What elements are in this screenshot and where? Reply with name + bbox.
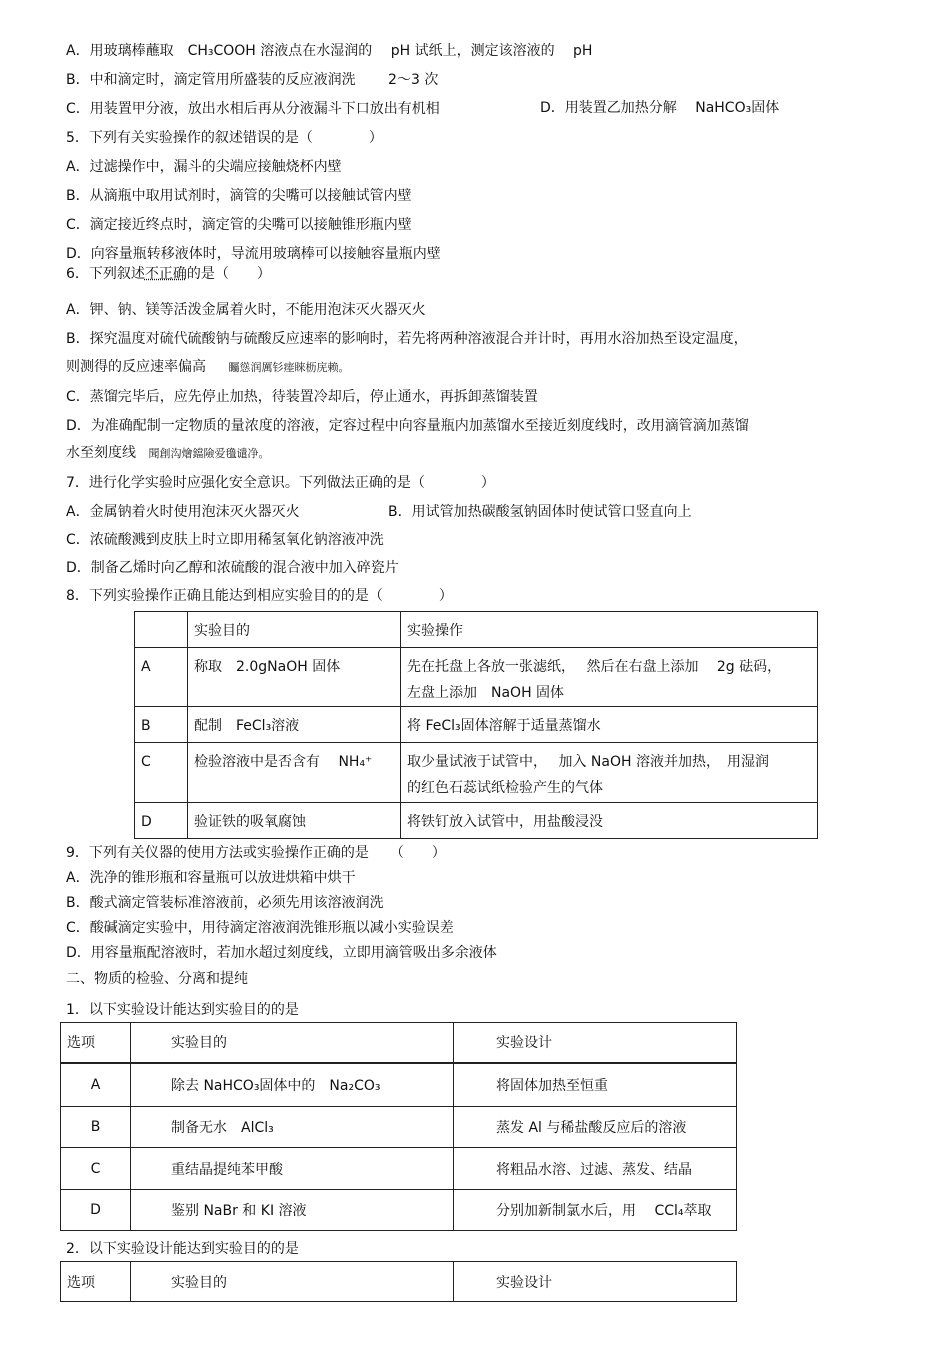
q6-option-b-line1: B．探究温度对硫代硫酸钠与硫酸反应速率的影响时，若先将两种溶液混合并计时，再用水浴加热至设定温度， bbox=[66, 331, 748, 347]
row-key: C bbox=[135, 743, 188, 803]
row-key: D bbox=[61, 1190, 131, 1231]
table-header-row bbox=[61, 1023, 737, 1063]
row-goal: 制备无水 AlCl₃ bbox=[131, 1107, 454, 1148]
q6-stem bbox=[66, 265, 271, 283]
table-row bbox=[135, 743, 818, 803]
row-operation bbox=[401, 743, 818, 803]
row-key: A bbox=[135, 648, 188, 707]
q6-option-b-noise: 矚慫润厲钐瘗睞枥庑赖。 bbox=[228, 361, 350, 374]
row-operation bbox=[401, 648, 818, 707]
q7-option-c: C．浓硫酸溅到皮肤上时立即用稀氢氧化钠溶液冲洗 bbox=[66, 532, 384, 548]
q8-table bbox=[134, 611, 818, 839]
q4-option-b: B．中和滴定时，滴定管用所盛装的反应液润洗 2～3 次 bbox=[66, 72, 439, 88]
table-row bbox=[135, 707, 818, 743]
table-header-cell: 实验操作 bbox=[401, 612, 818, 648]
q6-option-d-text: 水至刻度线 bbox=[66, 445, 136, 461]
q6-option-a: A．钾、钠、镁等活泼金属着火时，不能用泡沫灭火器灭火 bbox=[66, 302, 426, 318]
q6-stem-emphasis: 不正确 bbox=[144, 266, 187, 282]
q5-stem: 5．下列有关实验操作的叙述错误的是（ ） bbox=[66, 130, 383, 146]
table-header-cell: 实验目的 bbox=[131, 1023, 454, 1063]
operation-line: 先在托盘上各放一张滤纸， 然后在右盘上添加 2g 砝码， bbox=[407, 659, 782, 675]
row-goal: 除去 NaHCO₃固体中的 Na₂CO₃ bbox=[131, 1063, 454, 1107]
q4-option-d: D．用装置乙加热分解 NaHCO₃固体 bbox=[540, 100, 780, 116]
table-row bbox=[61, 1148, 737, 1190]
q9-option-c: C．酸碱滴定实验中，用待滴定溶液润洗锥形瓶以减小实验误差 bbox=[66, 920, 454, 936]
table-header-row bbox=[135, 612, 818, 648]
q7-option-a: A．金属钠着火时使用泡沫灭火器灭火 bbox=[66, 504, 300, 520]
q6-option-c: C．蒸馏完毕后，应先停止加热，待装置冷却后，停止通水，再拆卸蒸馏装置 bbox=[66, 389, 538, 405]
q9-stem: 9．下列有关仪器的使用方法或实验操作正确的是 （ ） bbox=[66, 845, 446, 861]
row-design: 将粗品水溶、过滤、蒸发、结晶 bbox=[454, 1148, 737, 1190]
q6-option-b-line2 bbox=[66, 358, 349, 377]
row-design: 蒸发 Al 与稀盐酸反应后的溶液 bbox=[454, 1107, 737, 1148]
table-header-row bbox=[61, 1262, 737, 1302]
table-header-cell: 实验设计 bbox=[454, 1262, 737, 1302]
table-header-cell: 选项 bbox=[61, 1023, 131, 1063]
q6-option-d-line1: D．为准确配制一定物质的量浓度的溶液，定容过程中向容量瓶内加蒸馏水至接近刻度线时，改用滴管滴加蒸馏 bbox=[66, 418, 749, 434]
table-header-cell: 实验目的 bbox=[188, 612, 401, 648]
table-header-cell: 实验目的 bbox=[131, 1262, 454, 1302]
q7-option-d: D．制备乙烯时向乙醇和浓硫酸的混合液中加入碎瓷片 bbox=[66, 560, 399, 576]
row-key: C bbox=[61, 1148, 131, 1190]
q5-option-b: B．从滴瓶中取用试剂时，滴管的尖嘴可以接触试管内壁 bbox=[66, 188, 412, 204]
q9-option-d: D．用容量瓶配溶液时，若加水超过刻度线，立即用滴管吸出多余液体 bbox=[66, 945, 497, 961]
q5-option-d: D．向容量瓶转移液体时，导流用玻璃棒可以接触容量瓶内壁 bbox=[66, 246, 441, 262]
table-row bbox=[61, 1063, 737, 1107]
section-heading: 二、物质的检验、分离和提纯 bbox=[66, 971, 248, 987]
row-key: A bbox=[61, 1063, 131, 1107]
q7-option-b: B．用试管加热碳酸氢钠固体时使试管口竖直向上 bbox=[388, 504, 692, 520]
s1-stem: 1．以下实验设计能达到实验目的的是 bbox=[66, 1002, 299, 1018]
q8-stem: 8．下列实验操作正确且能达到相应实验目的的是（ ） bbox=[66, 588, 453, 604]
table-header-cell: 实验设计 bbox=[454, 1023, 737, 1063]
row-key: B bbox=[135, 707, 188, 743]
operation-line: 左盘上添加 NaOH 固体 bbox=[407, 685, 565, 701]
q7-stem: 7．进行化学实验时应强化安全意识。下列做法正确的是（ ） bbox=[66, 475, 495, 491]
q6-option-d-line2 bbox=[66, 444, 269, 463]
s2-stem: 2．以下实验设计能达到实验目的的是 bbox=[66, 1241, 299, 1257]
row-operation: 将 FeCl₃固体溶解于适量蒸馏水 bbox=[401, 707, 818, 743]
table-row bbox=[135, 648, 818, 707]
s2-table bbox=[60, 1261, 737, 1302]
s1-table bbox=[60, 1022, 737, 1231]
table-header-cell: 选项 bbox=[61, 1262, 131, 1302]
q9-option-a: A．洗净的锥形瓶和容量瓶可以放进烘箱中烘干 bbox=[66, 870, 356, 886]
row-goal: 验证铁的吸氧腐蚀 bbox=[188, 803, 401, 839]
table-row bbox=[135, 803, 818, 839]
q6-option-d-noise: 聞創沟燴鐺險爱氇谴净。 bbox=[148, 447, 270, 460]
row-design: 将固体加热至恒重 bbox=[454, 1063, 737, 1107]
table-row bbox=[61, 1107, 737, 1148]
q6-option-b-text: 则测得的反应速率偏高 bbox=[66, 359, 206, 375]
q6-stem-post: 的是（ ） bbox=[186, 266, 271, 282]
row-key: B bbox=[61, 1107, 131, 1148]
q5-option-a: A．过滤操作中，漏斗的尖端应接触烧杯内壁 bbox=[66, 159, 342, 175]
row-design: 分别加新制氯水后，用 CCl₄萃取 bbox=[454, 1190, 737, 1231]
row-goal: 配制 FeCl₃溶液 bbox=[188, 707, 401, 743]
q5-option-c: C．滴定接近终点时，滴定管的尖嘴可以接触锥形瓶内壁 bbox=[66, 217, 412, 233]
row-goal: 称取 2.0gNaOH 固体 bbox=[188, 648, 401, 707]
q6-stem-pre: 6．下列叙述 bbox=[66, 266, 145, 282]
row-key: D bbox=[135, 803, 188, 839]
q9-option-b: B．酸式滴定管装标准溶液前，必须先用该溶液润洗 bbox=[66, 895, 384, 911]
row-goal: 重结晶提纯苯甲酸 bbox=[131, 1148, 454, 1190]
row-goal: 检验溶液中是否含有 NH₄⁺ bbox=[188, 743, 401, 803]
row-goal: 鉴别 NaBr 和 KI 溶液 bbox=[131, 1190, 454, 1231]
table-row bbox=[61, 1190, 737, 1231]
operation-line: 取少量试液于试管中， 加入 NaOH 溶液并加热， 用湿润 bbox=[407, 754, 769, 770]
operation-line: 的红色石蕊试纸检验产生的气体 bbox=[407, 780, 603, 796]
table-header-cell bbox=[135, 612, 188, 648]
q4-option-c: C．用装置甲分液，放出水相后再从分液漏斗下口放出有机相 bbox=[66, 101, 440, 117]
row-operation: 将铁钉放入试管中，用盐酸浸没 bbox=[401, 803, 818, 839]
q4-option-a: A．用玻璃棒蘸取 CH₃COOH 溶液点在水湿润的 pH 试纸上，测定该溶液的 pH bbox=[66, 43, 593, 59]
